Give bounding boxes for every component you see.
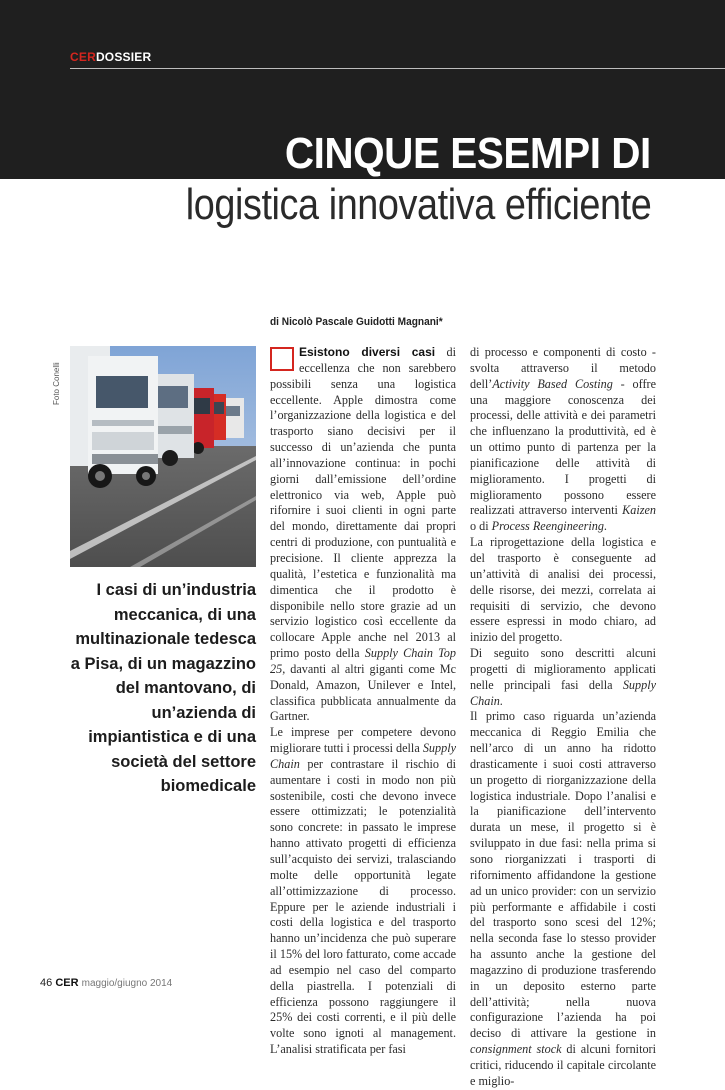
trucks-photo	[70, 346, 256, 567]
text-run: per contrastare il rischio di aumentare i costi in modo non più sostenibile, costi che devono invece essere ottimizzati; le potenzialità sono concrete: in passato le imprese hanno attivato progetti di efficienza sull’acquisto dei servizi, tralasciando molte delle opportunità legate all’ottimizzazione di processo. Eppure per le aziende industriali i costi della logistica e del trasporto hanno un’incidenza che può superare il 15% del loro fatturato, come accade ad esempio nel caso del comparto della piastrella. I potenziali di efficienza possono raggiungere il 25% dei costi correnti, e il più delle volte sono ignoti al management. L’analisi stratificata per fasi	[270, 756, 456, 1057]
text-run: , davanti al altri giganti come Mc Donald, Amazon, Unilever e Intel, classifica pubblicata annualmente da Gartner.	[270, 661, 456, 724]
trucks-illustration	[70, 346, 256, 567]
byline: di Nicolò Pascale Guidotti Magnani*	[270, 316, 443, 328]
text-run-italic: Process Reengineering	[491, 519, 604, 534]
text-run-italic: Activity Based Costing	[492, 376, 613, 391]
article-title-line2: logistica innovativa efficiente	[185, 180, 651, 229]
section-name: DOSSIER	[95, 50, 152, 64]
paragraph-1	[270, 345, 456, 725]
text-run: - offre una maggiore conoscenza dei processi, delle attività e dei parametri che influenzano la produttività, ed è un ottimo punto di partenza per la pianificazione delle attività di miglioramento. I progetti di miglioramento possono essere realizzati attraverso interventi	[470, 376, 656, 518]
text-run-italic: Supply Chain Top 25	[270, 646, 456, 676]
text-run: .	[499, 693, 503, 708]
pull-quote: I casi di un’industria meccanica, di una multinazionale tedesca a Pisa, di un magazzino del mantovano, di un’azienda di impiantistica e di una società del settore biomedicale	[70, 581, 256, 795]
page-footer	[40, 977, 172, 989]
paragraph-3	[470, 345, 656, 535]
text-run: Il primo caso riguarda un’azienda meccanica di Reggio Emilia che nell’arco di un anno ha ridotto drasticamente i suoi costi attraverso un progetto di riorganizzazione della logistica industriale. Dopo l’analisi e la pianificazione dell’intervento durata un mese, il progetto si è sviluppato in due fasi: nella prima si sono riorganizzati i trasporti di rifornimento affidandone la gestione ad un unico provider: con un servizio più performante e affidabile i costi del trasporto sono scesi del 12%; nella seconda fase lo stesso provider ha assunto anche la gestione del magazzino di produzione trasferendo in un deposito esterno parte dell’attività; nella nuova configurazione l’azienda ha poi deciso di attivare la gestione in	[470, 709, 656, 1041]
paragraph-6	[470, 709, 656, 1089]
article-title-line1: CINQUE ESEMPI DI	[284, 129, 651, 178]
text-run-italic: Supply Chain	[470, 677, 656, 708]
paragraph-2	[270, 725, 456, 1058]
paragraph-5	[470, 646, 656, 709]
text-run: Di seguito sono descritti alcuni progetti di miglioramento applicati nelle principali fasi della	[470, 646, 656, 692]
section-prefix: CER	[70, 50, 96, 64]
section-label	[70, 50, 151, 64]
text-run: di eccellenza che non sarebbero possibili senza una logistica eccellente. Apple dimostra come l’organizzazione della logistica e del trasporto siano decisivi per il successo di un’azienda che punta all’innovazione continua: in pochi giorni dall’emissione dell’ordine elettronico via web, Apple può rifornire i suoi clienti in ogni parte del mondo, direttamente dai propri centri di produzione, con puntualità e precisione. Il cliente apprezza la qualità, l’estetica e funzionalità ma dimentica che il prodotto è disponibile nello store grazie ad un servizio logistico così eccellente da collocare Apple anche nel 2013 al primo posto della	[270, 345, 456, 661]
lead-in: Esistono diversi casi	[299, 345, 436, 359]
drop-cap-box	[270, 347, 294, 371]
text-run-italic: Kaizen	[622, 503, 656, 518]
footer-issue: maggio/giugno 2014	[81, 978, 173, 989]
text-run-italic: consignment stock	[470, 1042, 562, 1057]
photo-credit-text: Foto Conelli	[52, 362, 61, 405]
header-rule	[70, 68, 725, 69]
text-run: di processo e componenti di costo - svolta attraverso il metodo dell’	[470, 345, 656, 391]
footer-brand: CER	[55, 977, 79, 989]
text-run: di alcuni fornitori critici, riducendo il capitale circolante e miglio-	[470, 1042, 656, 1088]
page-number: 46	[40, 977, 53, 989]
text-run: .	[603, 519, 607, 534]
text-run: o di	[470, 519, 492, 534]
paragraph-4: La riprogettazione della logistica e del trasporto è conseguente ad un’attività di analisi dei processi, delle risorse, dei mezzi, correlata ai requisiti di servizio, che devono essere espressi in modo chiaro, ad inizio del progetto.	[470, 535, 656, 645]
text-run: Le imprese per competere devono migliorare tutti i processi della	[270, 725, 456, 756]
photo-credit	[52, 345, 66, 405]
article-column-2	[470, 345, 656, 1090]
text-run-italic: Supply Chain	[270, 741, 456, 771]
article-column-1	[270, 345, 456, 1058]
